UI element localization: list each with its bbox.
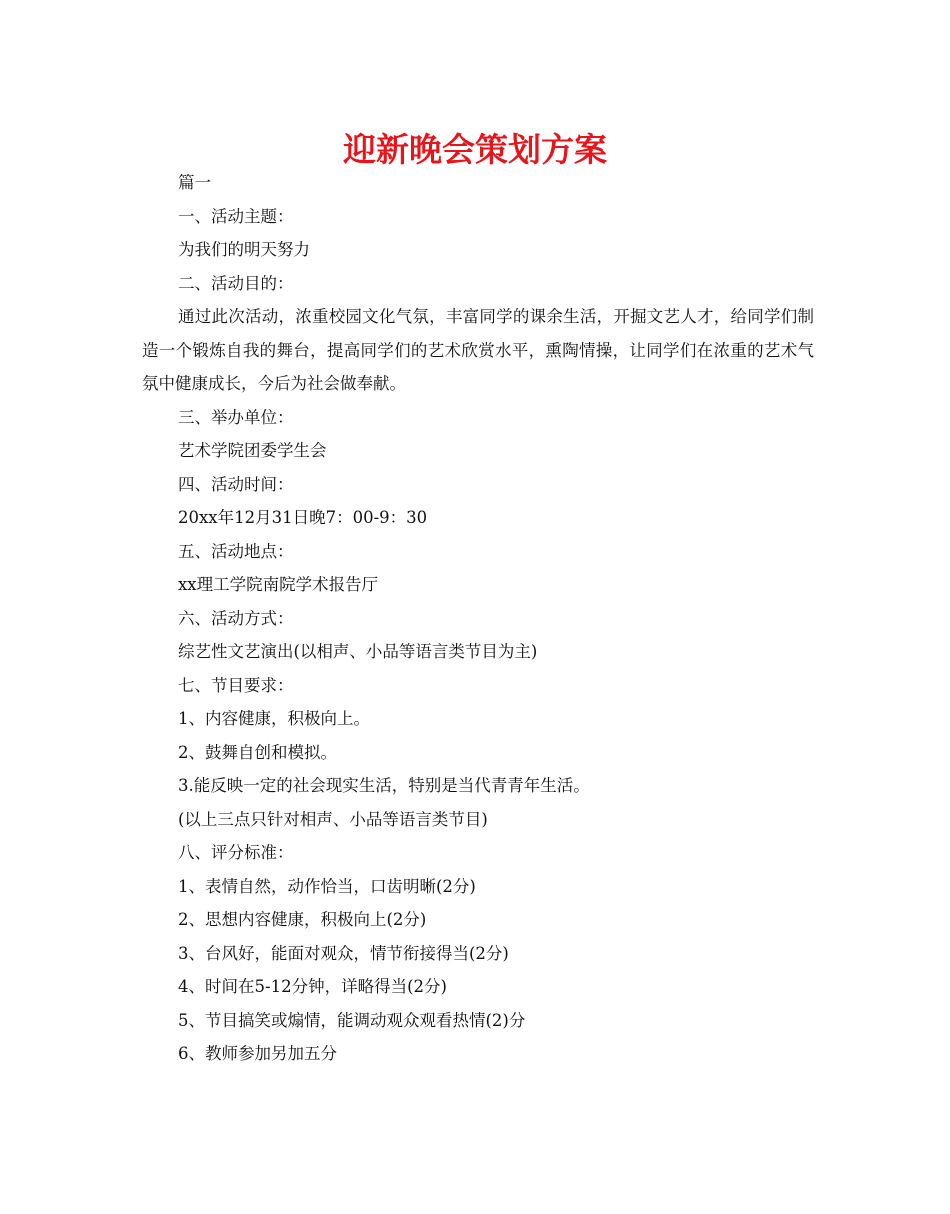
heading-time: 四、活动时间： (178, 474, 294, 494)
document-body (142, 166, 814, 1071)
list-item: 1、内容健康，积极向上。 (178, 709, 370, 728)
text-theme: 为我们的明天努力 (178, 240, 310, 259)
note-text: (以上三点只针对相声、小品等语言类节目) (178, 809, 488, 829)
heading-requirements: 七、节目要求： (178, 675, 294, 695)
heading-theme: 一、活动主题： (178, 206, 294, 226)
text-format: 综艺性文艺演出(以相声、小品等语言类节目为主) (178, 642, 538, 661)
list-item: 2、鼓舞自创和模拟。 (178, 742, 337, 762)
heading-format: 六、活动方式： (178, 608, 294, 628)
list-item: 5、节目搞笑或煽情，能调动观众观看热情(2)分 (178, 1010, 526, 1030)
list-item: 3.能反映一定的社会现实生活，特别是当代青青年生活。 (178, 776, 590, 795)
heading-scoring: 八、评分标准： (178, 843, 294, 862)
list-item: 4、时间在5-12分钟，详略得当(2分) (178, 977, 447, 996)
section-label: 篇一 (178, 173, 211, 192)
heading-organizer: 三、举办单位： (178, 407, 294, 427)
text-time: 20xx年12月31日晚7：00-9：30 (178, 508, 428, 527)
document-title: 迎新晚会策划方案 (343, 130, 607, 169)
list-item: 3、台风好，能面对观众，情节衔接得当(2分) (178, 943, 509, 963)
text-organizer: 艺术学院团委学生会 (178, 441, 327, 460)
list-item: 2、思想内容健康，积极向上(2分) (178, 910, 427, 929)
list-item: 6、教师参加另加五分 (178, 1044, 337, 1063)
heading-purpose: 二、活动目的： (178, 273, 294, 293)
text-location: xx理工学院南院学术报告厅 (178, 575, 379, 594)
text-purpose: 通过此次活动，浓重校园文化气氛，丰富同学的课余生活，开掘文艺人才，给同学们制造一个锻炼自我的舞台，提高同学们的艺术欣赏水平，熏陶情操，让同学们在浓重的艺术气氛中健康成长，今后为社会做奉献。 (142, 307, 814, 393)
heading-location: 五、活动地点： (178, 541, 294, 561)
list-item: 1、表情自然，动作恰当，口齿明晰(2分) (178, 876, 476, 896)
